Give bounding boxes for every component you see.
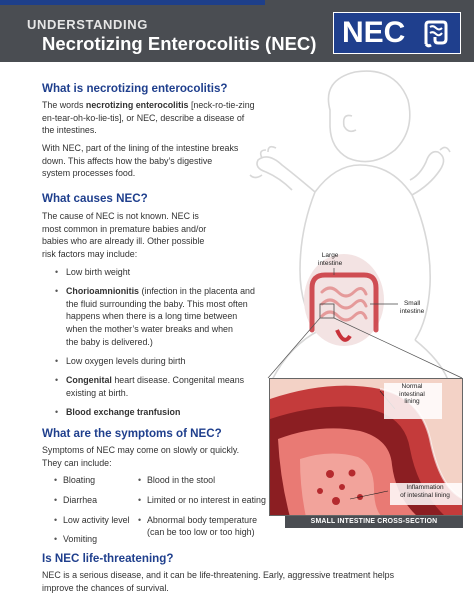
list-item: • Vomiting: [54, 533, 134, 546]
paragraph-definition: The words necrotizing enterocolitis [neck-ro-tie-zing en-tear-oh-ko-lie-tis], or NEC, describe a disease of the intestines.: [42, 100, 255, 136]
heading-causes: What causes NEC?: [42, 192, 148, 205]
header-kicker: UNDERSTANDING: [27, 17, 148, 32]
paragraph-life-threatening: NEC is a serious disease, and it can be life-threatening. Early, aggressive treatment helps improve the chances of survival.: [42, 570, 395, 593]
list-item: • Low oxygen levels during birth: [55, 355, 283, 368]
label-normal-lining: Normal intestinal lining: [399, 383, 425, 405]
symptoms-list-right: [138, 474, 278, 546]
list-item: • Blood in the stool: [138, 474, 278, 487]
list-item: • Blood exchange tranfusion: [55, 406, 283, 419]
list-item: • Low birth weight: [55, 266, 283, 279]
list-item: • Chorioamnionitis (infection in the placenta and the fluid surrounding the baby. This most often happens when there is a long time between when the mother’s water breaks and when the baby is delivered.): [55, 285, 283, 348]
list-item: • Bloating: [54, 474, 134, 487]
label-inflammation: Inflammation of intestinal lining: [400, 484, 450, 499]
paragraph-causes-intro: The cause of NEC is not known. NEC is most common in premature babies and/or babies who are already ill. Other possible risk factors may include:: [42, 211, 207, 259]
paragraph-lining: With NEC, part of the lining of the intestine breaks down. This affects how the baby’s digestive system processes food.: [42, 143, 239, 179]
cross-section-caption: SMALL INTESTINE CROSS-SECTION: [285, 516, 463, 528]
list-item: • Diarrhea: [54, 494, 134, 507]
page-title: Necrotizing Enterocolitis (NEC): [42, 33, 317, 54]
label-large-intestine: Large intestine: [318, 252, 343, 267]
heading-symptoms: What are the symptoms of NEC?: [42, 427, 222, 440]
list-item: • Limited or no interest in eating: [138, 494, 278, 507]
heading-life-threatening: Is NEC life-threatening?: [42, 552, 174, 565]
risk-factor-list: [55, 266, 283, 425]
nec-badge-label: NEC: [342, 16, 406, 49]
heading-what-is: What is necrotizing enterocolitis?: [42, 82, 228, 95]
paragraph-symptoms-intro: Symptoms of NEC may come on slowly or quickly. They can include:: [42, 445, 240, 468]
symptoms-list-left: [54, 474, 134, 553]
list-item: • Congenital heart disease. Congenital means existing at birth.: [55, 374, 283, 399]
list-item: • Low activity level: [54, 514, 134, 527]
list-item: • Abnormal body temperature (can be too low or too high): [138, 514, 278, 539]
label-small-intestine: Small intestine: [400, 300, 425, 315]
